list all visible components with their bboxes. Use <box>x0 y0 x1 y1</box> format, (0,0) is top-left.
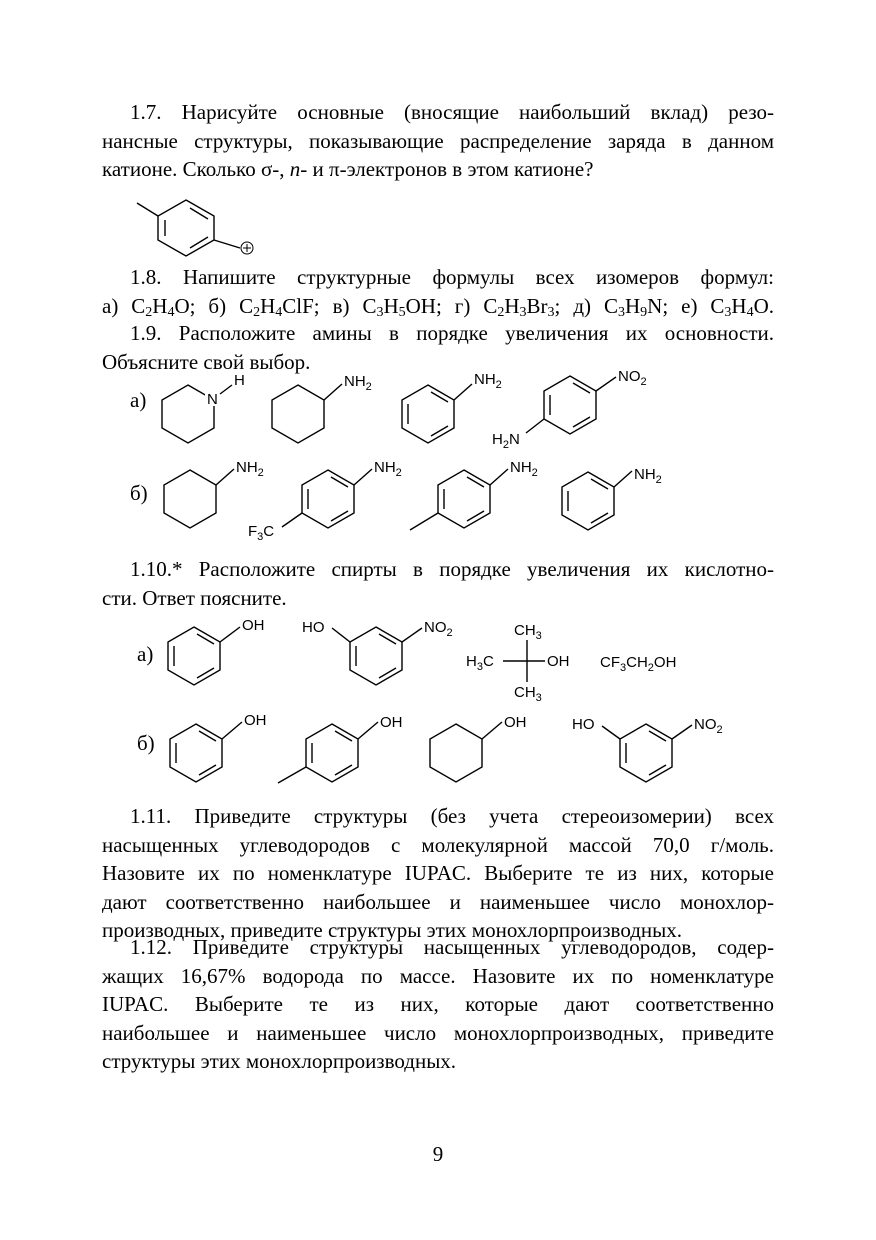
svg-text:OH: OH <box>242 617 265 634</box>
molecular-formula: б) $C_2H_4ClF$; <box>195 293 320 320</box>
p-nitroaniline-structure <box>492 368 647 451</box>
svg-text:HO: HO <box>572 716 595 733</box>
text-line: 1.12. Приведите структуры насыщенных углеводородов, содер- <box>130 935 774 959</box>
phenol-structure-b <box>170 712 267 782</box>
label-b: б) <box>130 481 148 505</box>
text-line: 1.11. Приведите структуры (без учета стереоизомерии) всех <box>130 804 774 828</box>
cyclohexylamine-structure-b <box>164 459 264 528</box>
molecular-formula: в) $C_3H_5OH$; <box>319 293 442 320</box>
atom-label-H: H <box>234 372 245 389</box>
text-line: дают соответственно наибольшее и наименьшее число монохлор- <box>102 889 774 914</box>
text-line: катионе. Сколько σ-, n- и π-электронов в этом катионе? <box>102 157 594 181</box>
svg-text:CH3: $CH_3$ <box>514 684 542 704</box>
svg-text:OH: OH <box>504 714 527 731</box>
svg-text:OH: OH <box>547 653 570 670</box>
text-line: насыщенных углеводородов с молекулярной массой 70,0 г/моль. <box>102 832 774 857</box>
svg-text:OH: OH <box>244 712 267 729</box>
label-b: б) <box>137 731 155 755</box>
molecular-formula: е) $C_3H_4O$. <box>668 293 775 320</box>
m-nitrophenol-structure-b <box>572 716 723 782</box>
svg-text:NO2: $NO_2$ <box>694 716 723 736</box>
molecular-formula: г) $C_2H_3Br_3$; <box>441 293 561 320</box>
text-line: наибольшее и наименьшее число монохлорпроизводных, приведите <box>102 1020 774 1045</box>
aniline-structure-a <box>402 371 502 443</box>
svg-text:NH2: $NH_2$ <box>474 371 502 391</box>
text-line: сти. Ответ поясните. <box>102 585 287 610</box>
piperidine-structure <box>162 372 245 443</box>
trifluoroethanol-formula <box>600 654 676 674</box>
problem-1-10 <box>102 555 774 612</box>
molecular-formula: д) $C_3H_9N$; <box>560 293 669 320</box>
svg-text:NO2: $NO_2$ <box>424 619 453 639</box>
svg-text:NH2: $NH_2$ <box>236 459 264 479</box>
cyclohexylamine-structure-a <box>272 373 372 443</box>
label-a: а) <box>137 642 154 666</box>
p-toluidine-structure <box>410 459 538 530</box>
text-line: IUPAC. Выберите те из них, которые дают соответственно <box>102 992 774 1016</box>
text-line: 1.9. Расположите амины в порядке увеличения их основности. <box>130 321 774 345</box>
text-line: жащих 16,67% водорода по массе. Назовите их по номенклатуре <box>102 963 774 988</box>
aniline-structure-b <box>562 466 662 530</box>
atom-label-N: N <box>207 391 218 408</box>
text-line: нансные структуры, показывающие распределение заряда в данном <box>102 128 774 153</box>
text-line: производных, приведите структуры этих монохлорпроизводных. <box>102 918 683 942</box>
text-line: Объясните свой выбор. <box>102 349 311 374</box>
problem-1-11 <box>102 802 774 945</box>
page-number: 9 <box>432 1142 444 1166</box>
svg-text:NH2: $NH_2$ <box>510 459 538 479</box>
svg-text:CF3CH2OH: $CF_3CH_2OH$ <box>600 654 677 674</box>
problem-1-8 <box>102 263 774 320</box>
text-line: 1.7. Нарисуйте основные (вносящие наибольший вклад) резо- <box>130 100 774 124</box>
n-italic: n <box>289 157 301 181</box>
phenol-structure-a <box>168 617 265 685</box>
svg-text:OH: OH <box>380 714 403 731</box>
svg-text:HO: HO <box>302 619 325 636</box>
formula-line <box>102 292 774 321</box>
text-line: Назовите их по номенклатуре IUPAC. Выберите те из них, которые <box>102 861 774 885</box>
m-nitrophenol-structure-a <box>302 619 453 685</box>
svg-text:CH3: $CH_3$ <box>514 622 542 642</box>
trifluoromethylaniline-structure <box>248 459 402 543</box>
svg-text:NH2: $NH_2$ <box>634 466 662 486</box>
svg-text:F3C: $F_3C$ <box>248 523 275 543</box>
methylbenzyl-cation-structure <box>137 200 253 256</box>
cyclohexanol-structure <box>430 714 527 782</box>
problem-1-12 <box>102 933 774 1076</box>
label-a: а) <box>130 388 147 412</box>
svg-text:NH2: $NH_2$ <box>374 459 402 479</box>
svg-text:NO2: $NO_2$ <box>618 368 647 388</box>
p-cresol-structure <box>278 714 403 783</box>
problem-1-9 <box>102 319 774 376</box>
svg-text:NH2: $NH_2$ <box>344 373 372 393</box>
molecular-formula: а) $C_2H_4O$; <box>102 293 196 320</box>
tert-butanol-structure <box>466 622 570 704</box>
text-line: 1.8. Напишите структурные формулы всех изомеров формул: <box>130 265 774 289</box>
text-line: структуры этих монохлорпроизводных. <box>102 1049 457 1073</box>
svg-text:H2N: $H_2N$ <box>492 431 520 451</box>
svg-text:H3C: $H_3C$ <box>466 653 494 673</box>
text-line: 1.10.* Расположите спирты в порядке увеличения их кислотно- <box>130 557 774 581</box>
